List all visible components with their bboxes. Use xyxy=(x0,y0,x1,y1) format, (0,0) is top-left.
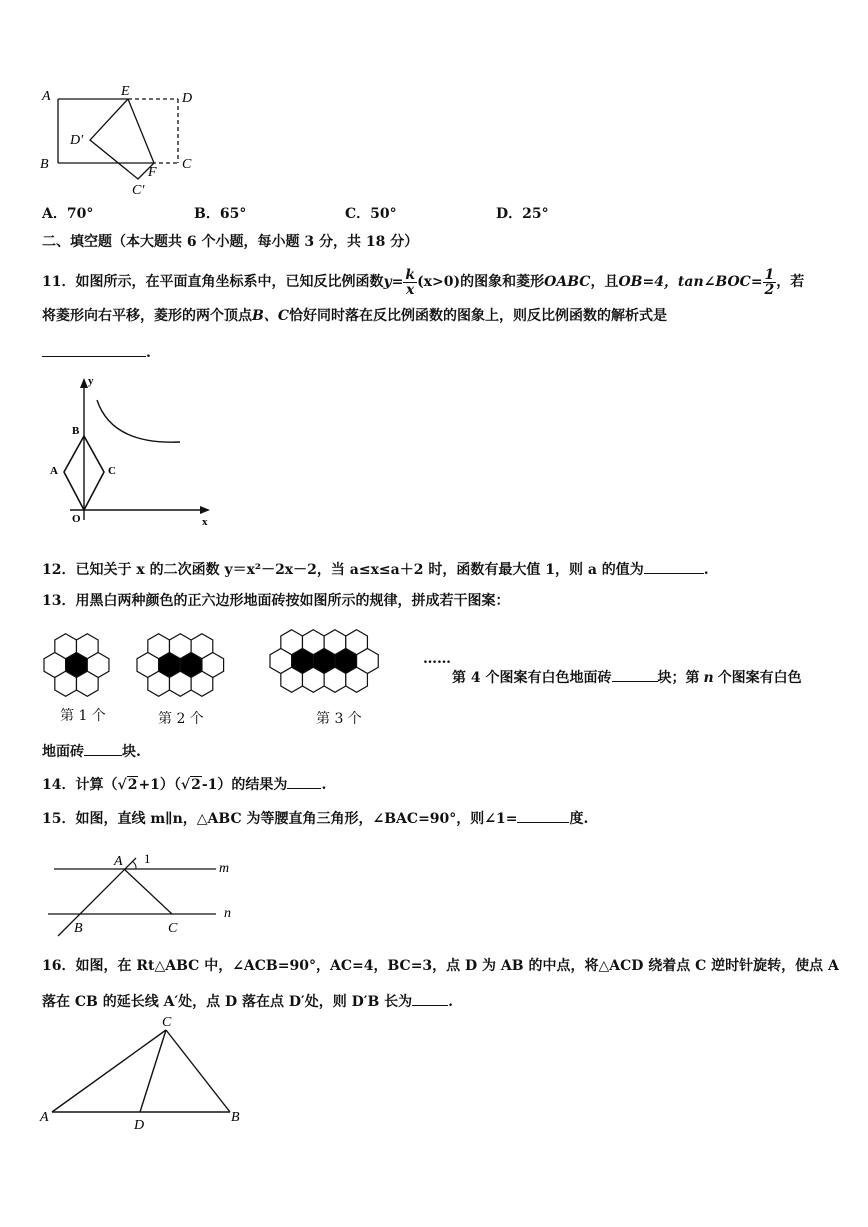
axis-label-y: y xyxy=(88,375,94,387)
answer-blank[interactable] xyxy=(42,342,146,357)
q14-pre: 计算（ xyxy=(75,777,118,793)
hexagon-pattern-2 xyxy=(133,626,245,704)
q13-tail3: 个图案有白色 xyxy=(717,670,802,686)
fold-rectangle-figure xyxy=(36,84,206,200)
sqrt-radicand: 2 xyxy=(191,777,201,793)
question-14: 14．计算（√2+1）（√2-1）的结果为 . xyxy=(42,774,326,794)
parallel-lines-figure xyxy=(44,844,244,940)
q11-text3: ，若 xyxy=(776,274,805,290)
question-13 xyxy=(42,592,509,610)
label-A: A xyxy=(50,465,58,477)
q16-line1: 如图，在 Rt△ABC 中，∠ACB=90°，AC=4，BC=3，点 D 为 AB 的中点，将△ACD 绕着点 C 逆时针旋转，使点 A xyxy=(75,958,839,974)
question-number: 13． xyxy=(42,593,76,609)
q11-y-eq: y= xyxy=(383,274,404,290)
option-d-letter: D． xyxy=(496,206,523,222)
axis-label-x: x xyxy=(202,516,208,528)
question-number: 14． xyxy=(42,777,76,793)
q11-ob: OB=4，tan∠BOC= xyxy=(618,274,763,290)
label-B: B xyxy=(74,921,83,936)
answer-blank[interactable] xyxy=(612,667,658,682)
question-15 xyxy=(42,808,588,828)
coordinate-plane-figure xyxy=(42,370,222,530)
pattern-caption-1: 第 1 个 xyxy=(60,708,106,724)
hexagon-pattern-3 xyxy=(266,622,416,700)
q12-end: . xyxy=(703,562,709,578)
white-hexagon-tile xyxy=(346,667,368,692)
q11-line2b: 恰好同时落在反比例函数的图象上，则反比例函数的解析式是 xyxy=(288,308,667,324)
label-A: A xyxy=(114,854,123,869)
option-b[interactable] xyxy=(194,205,246,223)
section-heading: 二、填空题（本大题共 6 个小题，每小题 3 分，共 18 分） xyxy=(42,234,419,250)
q11-bc: B、C xyxy=(252,308,289,324)
q11-domain: (x>0)的图象和菱形 xyxy=(417,274,545,290)
q11-shape: OABC xyxy=(544,274,591,290)
answer-blank[interactable] xyxy=(412,991,448,1006)
label-F: F xyxy=(148,165,157,180)
question-13-line2 xyxy=(42,741,141,761)
option-a-value: 70° xyxy=(66,206,94,222)
question-16-line1 xyxy=(42,957,839,975)
label-B: B xyxy=(231,1110,240,1125)
white-hexagon-tile xyxy=(55,671,77,696)
label-C: C xyxy=(162,1015,172,1030)
q13-line2: 地面砖 xyxy=(42,744,84,760)
q11-line2a: 将菱形向右平移，菱形的两个顶点 xyxy=(42,308,252,324)
white-hexagon-tile xyxy=(281,667,303,692)
q11-text2: ，且 xyxy=(590,274,619,290)
q16-line2: 落在 CB 的延长线 A′处，点 D 落在点 D′处，则 D′B 长为 xyxy=(42,994,413,1010)
label-n: n xyxy=(224,906,231,921)
question-number: 16． xyxy=(42,958,76,974)
label-A: A xyxy=(40,1110,49,1125)
white-hexagon-tile xyxy=(191,671,213,696)
label-C-prime: C′ xyxy=(132,183,145,198)
fraction-one-half xyxy=(763,268,777,297)
white-hexagon-tile xyxy=(324,667,346,692)
question-11-line2 xyxy=(42,307,667,325)
question-number: 15． xyxy=(42,811,76,827)
fraction-k-over-x xyxy=(403,268,417,297)
label-C: C xyxy=(168,921,178,936)
label-B: B xyxy=(40,157,49,172)
label-B: B xyxy=(72,425,80,437)
option-c-letter: C． xyxy=(345,206,371,222)
question-number: 12． xyxy=(42,562,76,578)
white-hexagon-tile xyxy=(148,671,170,696)
pattern-caption-3: 第 3 个 xyxy=(316,711,362,727)
q14-mid1: +1）（ xyxy=(138,777,181,793)
frac-numerator: 1 xyxy=(764,266,775,283)
option-b-value: 65° xyxy=(219,206,247,222)
label-D: D xyxy=(182,91,193,106)
question-13-tail xyxy=(452,667,802,687)
hexagon-pattern-1 xyxy=(40,626,120,704)
answer-blank[interactable] xyxy=(644,559,704,574)
q13-n: n xyxy=(703,670,714,686)
label-D-prime: D′ xyxy=(70,133,84,148)
label-C: C xyxy=(182,157,192,172)
option-a-letter: A． xyxy=(42,206,67,222)
q13-tail1: 第 4 个图案有白色地面砖 xyxy=(452,670,612,686)
label-C: C xyxy=(108,465,116,477)
option-c[interactable] xyxy=(345,205,397,223)
q13-line2-end: 块. xyxy=(122,744,141,760)
q16-end: . xyxy=(448,994,454,1010)
question-11-line3 xyxy=(42,342,151,362)
frac-denominator: 2 xyxy=(764,281,775,298)
q15-end: 度. xyxy=(569,811,589,827)
q15-text: 如图，直线 m∥n，△ABC 为等腰直角三角形，∠BAC=90°，则∠1= xyxy=(75,811,518,827)
label-m: m xyxy=(219,861,230,876)
label-E: E xyxy=(121,84,130,99)
q13-text: 用黑白两种颜色的正六边形地面砖按如图所示的规律，拼成若干图案： xyxy=(75,593,510,609)
q11-text: 如图所示，在平面直角坐标系中，已知反比例函数 xyxy=(75,274,384,290)
q14-end: . xyxy=(321,777,327,793)
question-number: 11． xyxy=(42,274,76,290)
answer-blank[interactable] xyxy=(517,808,569,823)
q14-mid2: -1）的结果为 xyxy=(201,777,288,793)
ellipsis: …… xyxy=(423,651,451,667)
answer-blank[interactable] xyxy=(287,774,321,789)
pattern-caption-2: 第 2 个 xyxy=(158,711,204,727)
label-A: A xyxy=(42,89,51,104)
option-b-letter: B． xyxy=(194,206,220,222)
option-c-value: 50° xyxy=(370,206,397,222)
question-12 xyxy=(42,559,709,579)
answer-blank[interactable] xyxy=(84,741,122,756)
q11-end: . xyxy=(146,345,151,361)
question-16-line2 xyxy=(42,991,453,1011)
option-d[interactable] xyxy=(496,205,549,223)
label-D: D xyxy=(134,1118,145,1133)
white-hexagon-tile xyxy=(76,671,98,696)
q13-tail2: 块；第 xyxy=(657,670,700,686)
frac-denominator: x xyxy=(406,281,415,298)
option-a[interactable] xyxy=(42,205,93,223)
label-angle-1: 1 xyxy=(144,851,151,866)
q12-text: 已知关于 x 的二次函数 y＝x²－2x－2，当 a≤x≤a＋2 时，函数有最大值 1，则 a 的值为 xyxy=(75,562,644,578)
frac-numerator: k xyxy=(405,266,416,283)
question-11-line1 xyxy=(42,262,804,302)
white-hexagon-tile xyxy=(302,667,324,692)
label-O: O xyxy=(72,513,81,525)
sqrt-radicand: 2 xyxy=(127,777,138,793)
white-hexagon-tile xyxy=(169,671,191,696)
triangle-abc-figure xyxy=(36,1010,246,1136)
option-d-value: 25° xyxy=(522,206,549,222)
